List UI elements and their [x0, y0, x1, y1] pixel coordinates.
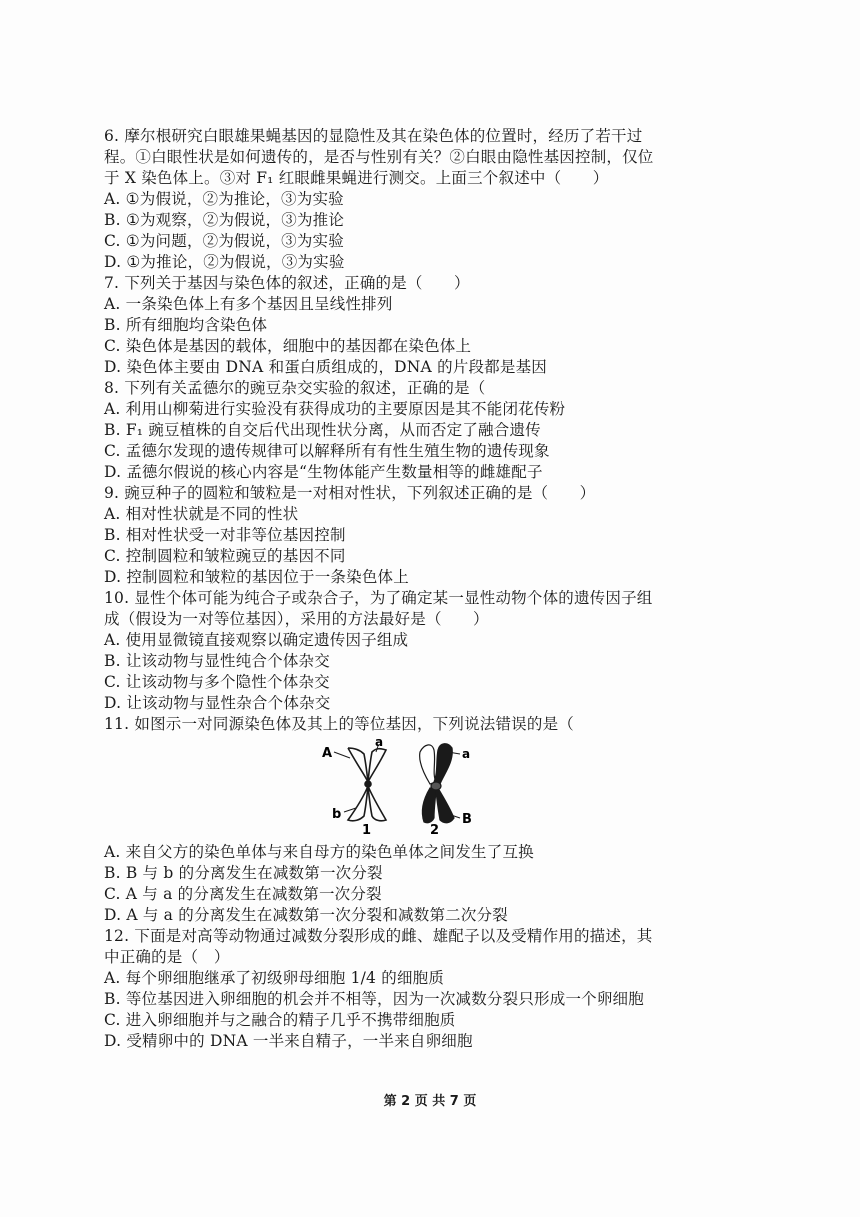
option-a: A. 来自父方的染色单体与来自母方的染色单体之间发生了互换: [104, 843, 534, 861]
allele-label-a-2: a: [462, 747, 471, 761]
figure-number-2: 2: [430, 823, 440, 836]
allele-label-b: b: [332, 807, 342, 822]
question-stem-line: 10. 显性个体可能为纯合子或杂合子，为了确定某一显性动物个体的遗传因子组: [104, 589, 653, 607]
option-d: D. 受精卵中的 DNA 一半来自精子，一半来自卵细胞: [104, 1032, 473, 1050]
question-list: [104, 126, 704, 1052]
question-stem-line: 程。①白眼性状是如何遗传的，是否与性别有关？②白眼由隐性基因控制，仅位: [104, 148, 654, 166]
option-d: D. 控制圆粒和皱粒的基因位于一条染色体上: [104, 568, 409, 586]
option-a: A. 每个卵细胞继承了初级卵母细胞 1/4 的细胞质: [104, 969, 445, 987]
label-pointer: [334, 752, 350, 758]
allele-label-B: B: [462, 812, 472, 827]
allele-label-A: A: [322, 746, 333, 761]
question-stem-line: 7. 下列关于基因与染色体的叙述，正确的是（ ）: [104, 274, 470, 292]
chromosome-1: [348, 748, 386, 821]
option-a: A. 一条染色体上有多个基因且呈线性排列: [104, 295, 393, 313]
option-c: C. A 与 a 的分离发生在减数第一次分裂: [104, 885, 382, 903]
option-a: A. 利用山柳菊进行实验没有获得成功的主要原因是其不能闭花传粉: [104, 400, 566, 418]
option-c: C. 进入卵细胞并与之融合的精子几乎不携带细胞质: [104, 1011, 456, 1029]
option-b: B. F₁ 豌豆植株的自交后代出现性状分离，从而否定了融合遗传: [104, 421, 541, 439]
option-a: A. ①为假说，②为推论，③为实验: [104, 190, 344, 208]
question-8: [104, 378, 704, 483]
question-6: [104, 126, 704, 273]
question-stem-line: 于 X 染色体上。③对 F₁ 红眼雌果蝇进行测交。上面三个叙述中（ ）: [104, 169, 609, 187]
chromosome-diagram: [320, 738, 500, 836]
option-b: B. 所有细胞均含染色体: [104, 316, 268, 334]
option-c: C. 孟德尔发现的遗传规律可以解释所有有性生殖生物的遗传现象: [104, 442, 550, 460]
question-stem-line: 6. 摩尔根研究白眼雄果蝇基因的显隐性及其在染色体的位置时，经历了若干过: [104, 127, 643, 145]
option-b: B. 让该动物与显性纯合个体杂交: [104, 652, 330, 670]
option-d: D. 染色体主要由 DNA 和蛋白质组成的，DNA 的片段都是基因: [104, 358, 547, 376]
option-b: B. B 与 b 的分离发生在减数第一次分裂: [104, 864, 383, 882]
question-stem-line: 12. 下面是对高等动物通过减数分裂形成的雌、雄配子以及受精作用的描述，其: [104, 927, 653, 945]
option-b: B. ①为观察，②为假说，③为推论: [104, 211, 345, 229]
question-stem-line: 11. 如图示一对同源染色体及其上的等位基因，下列说法错误的是（: [104, 715, 574, 733]
option-c: C. 控制圆粒和皱粒豌豆的基因不同: [104, 547, 346, 565]
question-12: [104, 926, 704, 1052]
page-number-footer: 第 2 页 共 7 页: [383, 1094, 477, 1109]
option-c: C. 让该动物与多个隐性个体杂交: [104, 673, 330, 691]
option-a: A. 使用显微镜直接观察以确定遗传因子组成: [104, 631, 409, 649]
question-stem-line: 中正确的是（ ）: [104, 948, 230, 966]
question-10: [104, 588, 704, 714]
option-c: C. ①为问题，②为假说，③为实验: [104, 232, 344, 250]
option-c: C. 染色体是基因的载体，细胞中的基因都在染色体上: [104, 337, 472, 355]
option-a: A. 相对性状就是不同的性状: [104, 505, 299, 523]
question-stem-line: 成（假设为一对等位基因），采用的方法最好是（ ）: [104, 610, 489, 628]
option-d: D. 让该动物与显性杂合个体杂交: [104, 694, 331, 712]
option-d: D. ①为推论，②为假说，③为实验: [104, 253, 345, 271]
question-7: [104, 273, 704, 378]
chromosome-2: [420, 744, 454, 823]
figure-number-1: 1: [362, 823, 372, 836]
option-d: D. A 与 a 的分离发生在减数第一次分裂和减数第二次分裂: [104, 906, 508, 924]
option-b: B. 等位基因进入卵细胞的机会并不相等，因为一次减数分裂只形成一个卵细胞: [104, 990, 644, 1008]
question-11: [104, 714, 704, 926]
option-d: D. 孟德尔假说的核心内容是“生物体能产生数量相等的雌雄配子: [104, 463, 543, 481]
question-9: [104, 483, 704, 588]
option-b: B. 相对性状受一对非等位基因控制: [104, 526, 346, 544]
question-stem-line: 9. 豌豆种子的圆粒和皱粒是一对相对性状，下列叙述正确的是（ ）: [104, 484, 596, 502]
allele-label-a: a: [375, 738, 384, 749]
question-stem-line: 8. 下列有关孟德尔的豌豆杂交实验的叙述，正确的是（: [104, 379, 486, 397]
chromosome-figure: [104, 738, 704, 836]
